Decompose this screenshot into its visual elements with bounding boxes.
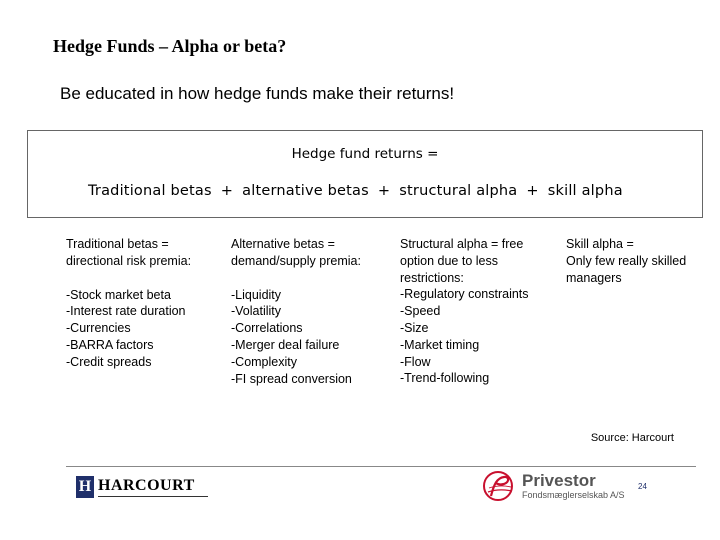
list-item: -Stock market beta bbox=[66, 287, 171, 302]
list-item: -Interest rate duration bbox=[66, 304, 186, 319]
column-header-line: Alternative betas = bbox=[231, 237, 335, 251]
privestor-name: Privestor bbox=[522, 470, 596, 490]
list-item: -Volatility bbox=[231, 304, 282, 319]
privestor-logo bbox=[482, 470, 625, 502]
list-item: -Credit spreads bbox=[66, 354, 152, 369]
formula-term-skill-alpha: skill alpha bbox=[547, 183, 623, 199]
list-item: -FI spread conversion bbox=[231, 371, 352, 386]
harcourt-wordmark: HARCOURT bbox=[98, 477, 195, 494]
column-header-line: option due to less bbox=[400, 253, 498, 268]
column-skill-alpha bbox=[566, 236, 686, 286]
column-header-line: Skill alpha = bbox=[566, 237, 634, 251]
list-item: -Merger deal failure bbox=[231, 337, 340, 352]
harcourt-mark-icon: H bbox=[76, 476, 94, 498]
list-item: -Flow bbox=[400, 354, 431, 369]
formula-plus: + bbox=[526, 183, 539, 199]
formula-line bbox=[88, 183, 623, 199]
formula-box bbox=[27, 130, 703, 218]
list-item: -Liquidity bbox=[231, 287, 282, 302]
page-number: 24 bbox=[638, 482, 647, 491]
privestor-subtitle: Fondsmæglerselskab A/S bbox=[522, 489, 625, 500]
list-item: -Correlations bbox=[231, 321, 303, 336]
privestor-emblem-icon bbox=[482, 470, 516, 502]
source-note: Source: Harcourt bbox=[590, 432, 674, 444]
column-header-line: demand/supply premia: bbox=[231, 253, 361, 268]
list-item: -Trend-following bbox=[400, 371, 490, 386]
page-subtitle: Be educated in how hedge funds make their returns! bbox=[60, 84, 455, 103]
list-item: -Size bbox=[400, 320, 429, 335]
list-item: -BARRA factors bbox=[66, 337, 154, 352]
column-header-line: managers bbox=[566, 270, 622, 285]
list-item: -Regulatory constraints bbox=[400, 287, 529, 302]
formula-term-alternative-betas: alternative betas bbox=[242, 183, 369, 199]
column-header-line: restrictions: bbox=[400, 270, 464, 285]
formula-term-structural-alpha: structural alpha bbox=[399, 183, 518, 199]
column-header-line: Only few really skilled bbox=[566, 253, 687, 268]
formula-heading: Hedge fund returns = bbox=[291, 146, 439, 162]
page-title: Hedge Funds – Alpha or beta? bbox=[53, 36, 287, 56]
column-structural-alpha bbox=[400, 236, 529, 387]
list-item: -Speed bbox=[400, 304, 441, 319]
list-item: -Market timing bbox=[400, 337, 480, 352]
harcourt-rule bbox=[98, 496, 208, 497]
list-item: -Currencies bbox=[66, 321, 131, 336]
column-header-line: Structural alpha = free bbox=[400, 237, 524, 251]
harcourt-logo bbox=[76, 476, 208, 498]
column-alternative-betas bbox=[231, 236, 361, 387]
formula-term-traditional-betas: Traditional betas bbox=[88, 183, 212, 199]
formula-plus: + bbox=[220, 183, 234, 199]
column-header-line: Traditional betas = bbox=[66, 237, 169, 251]
list-item: -Complexity bbox=[231, 354, 297, 369]
footer-divider bbox=[66, 466, 696, 467]
column-header-line: directional risk premia: bbox=[66, 253, 192, 268]
column-traditional-betas bbox=[66, 236, 191, 371]
formula-plus: + bbox=[377, 183, 391, 199]
